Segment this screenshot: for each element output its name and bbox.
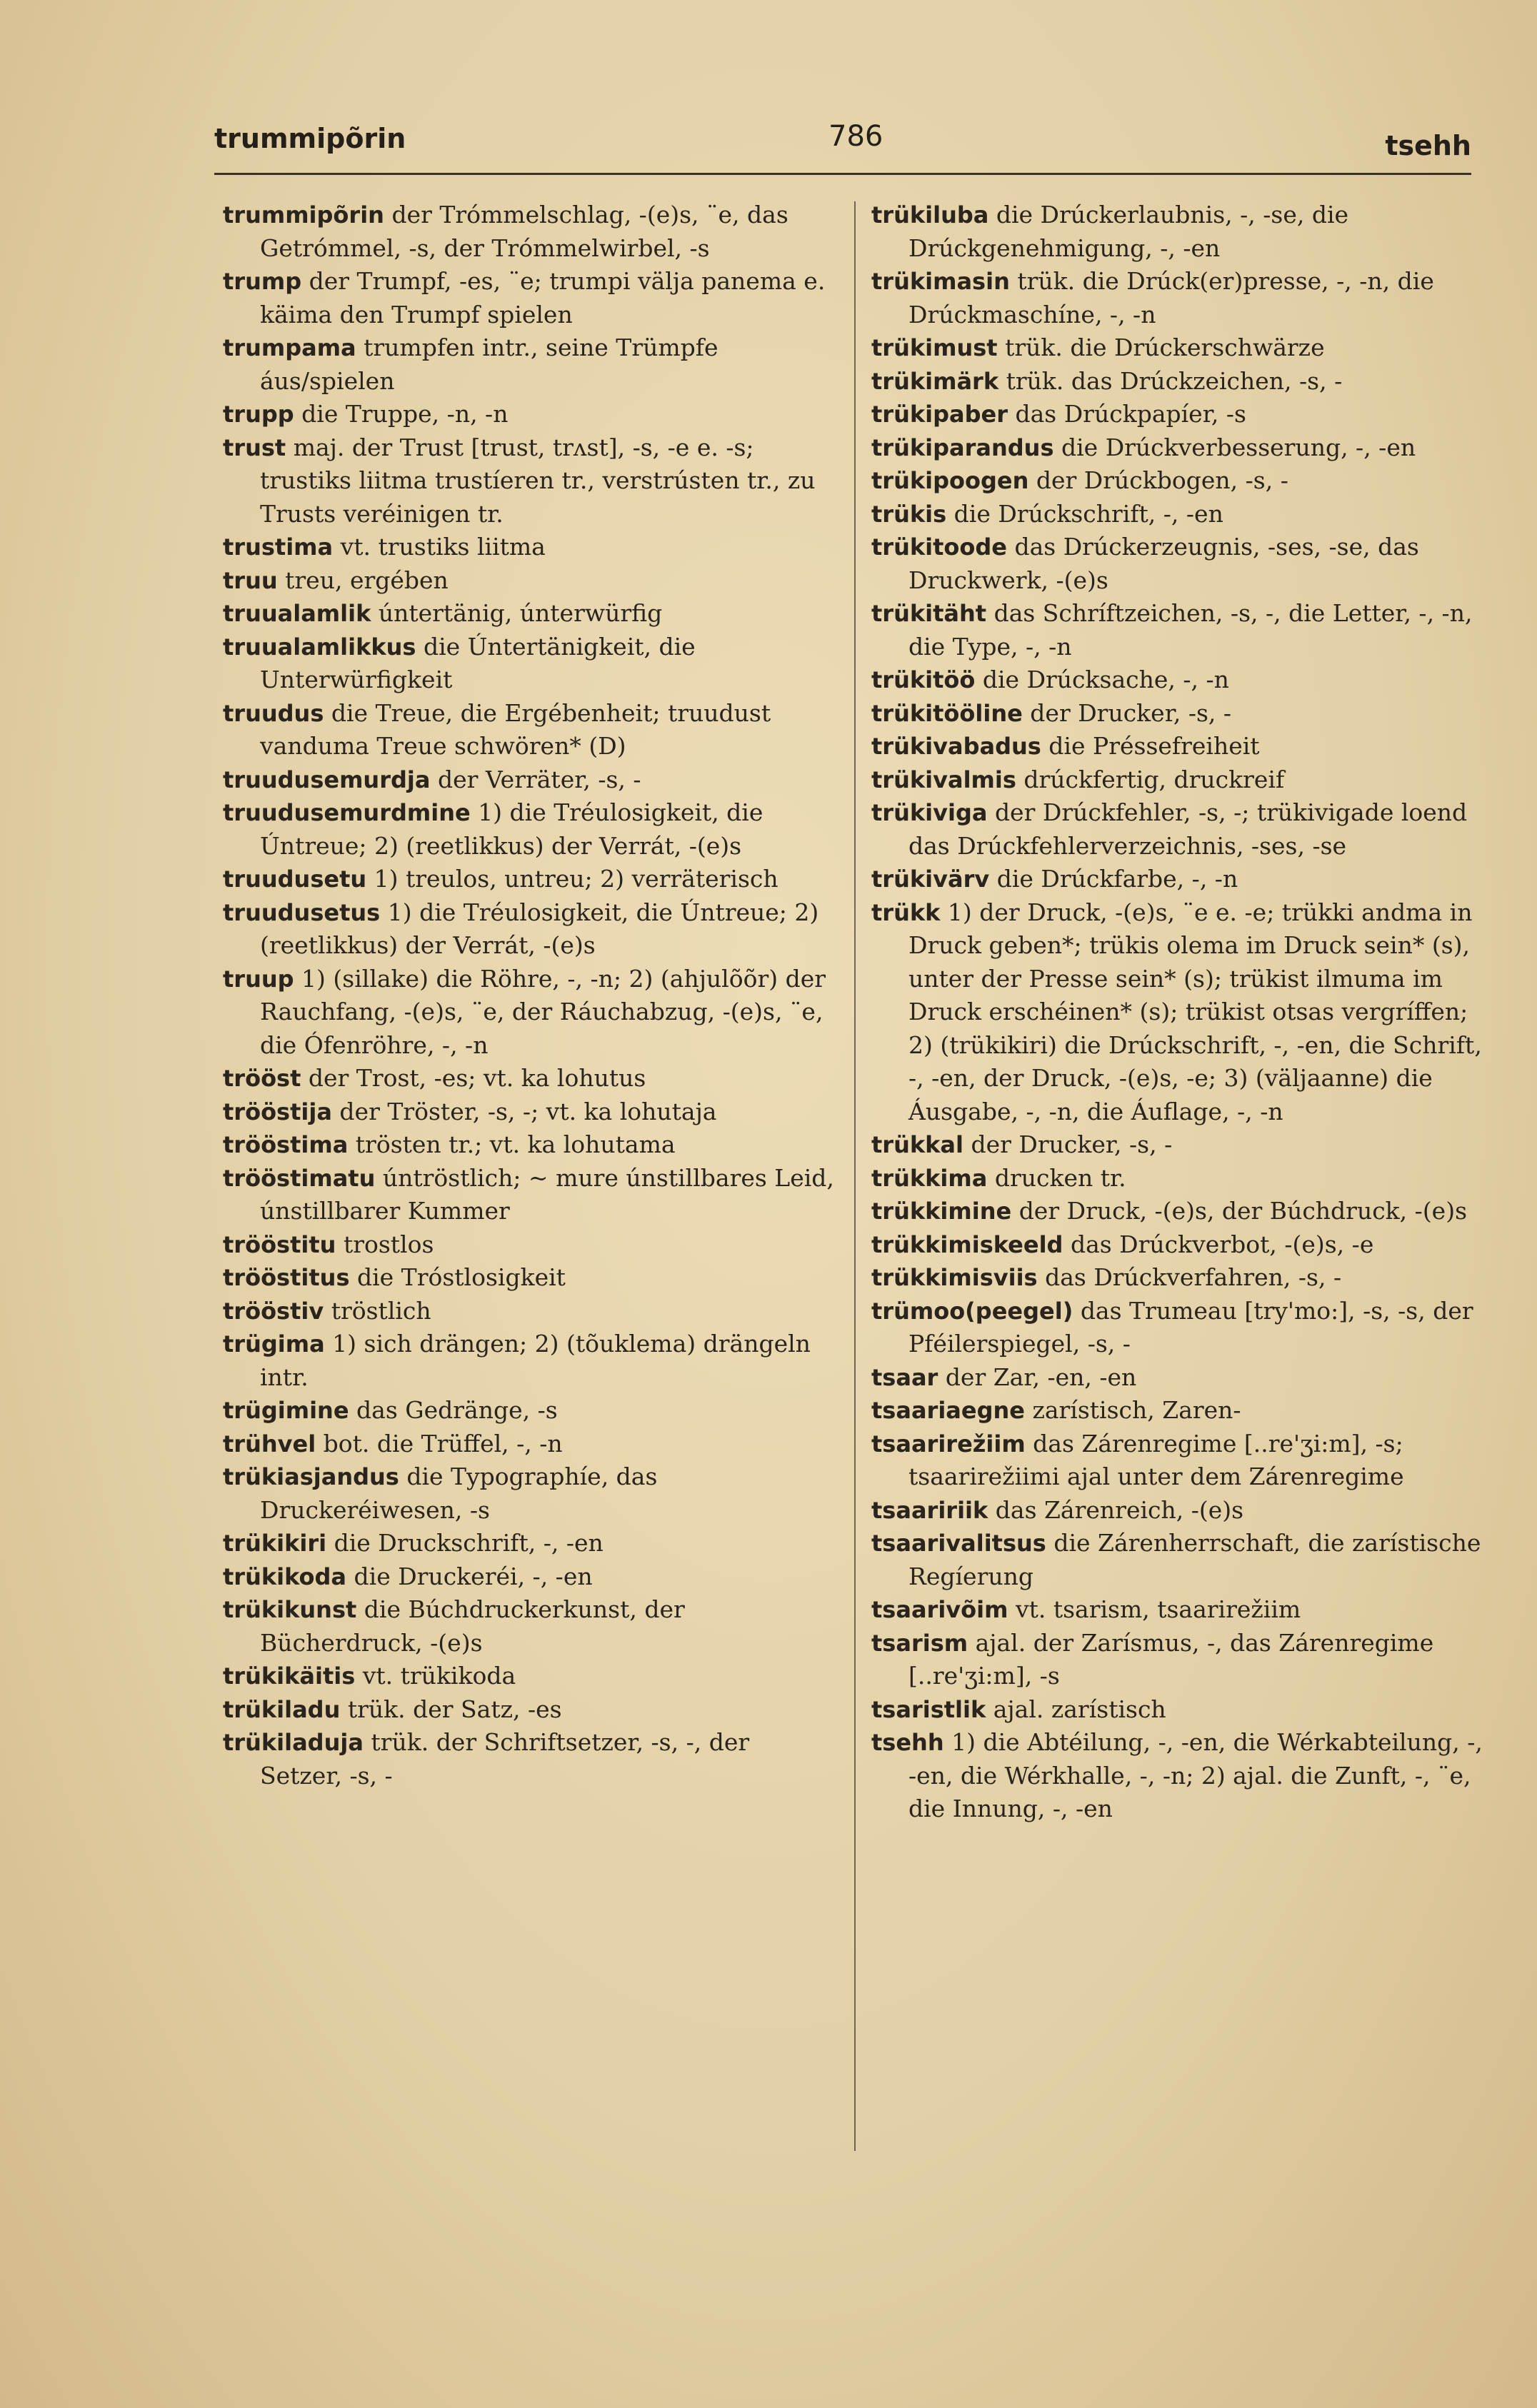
entry-headword: truu [223,566,278,594]
entry-headword: tsarism [871,1629,968,1657]
entry-definition: das Zárenreich, -(e)s [995,1495,1244,1524]
entry-definition: das Drúckpapíer, -s [1015,400,1246,428]
dictionary-entry [223,398,837,431]
entry-definition: der Tröster, -s, -; vt. ka lohutaja [339,1097,717,1125]
entry-headword: trükitöö [871,666,976,693]
entry-definition: das Trumeau [try'mo:], -s, -s, der Pféilerspiegel, -s, - [908,1296,1473,1358]
page-header [214,120,1471,175]
dictionary-entry [223,963,837,1063]
entry-headword: trump [223,268,302,295]
dictionary-entry [223,1228,837,1262]
dictionary-entry [871,1428,1486,1494]
entry-headword: truudusemurdmine [223,799,471,826]
entry-definition: 1) (sillake) die Röhre, -, -n; 2) (ahjulõõr) der Rauchfang, -(e)s, ¨e, der Ráuchabzug, -(e)s, ¨e, die Ófenröhre, -, -n [260,964,826,1059]
entry-headword: trükis [871,500,947,528]
entry-headword: trumpama [223,334,356,361]
right-guide-word: tsehh [1385,130,1471,161]
entry-definition: trük. der Schriftsetzer, -s, -, der Setzer, -s, - [260,1728,750,1790]
entry-definition: das Drúckerzeugnis, -ses, -se, das Druckwerk, -(e)s [908,533,1419,594]
dictionary-entry [871,763,1486,797]
entry-definition: der Trumpf, -es, ¨e; trumpi välja panema e. käima den Trumpf spielen [260,267,826,328]
entry-definition: tröstlich [331,1296,431,1325]
entry-headword: trükivalmis [871,766,1016,793]
dictionary-entry [223,1660,837,1693]
entry-headword: trööstitu [223,1230,336,1258]
entry-definition: die Typographíe, das Druckeréiwesen, -s [260,1463,658,1524]
dictionary-entry [871,498,1486,531]
entry-definition: trük. die Drúck(er)presse, -, -n, die Drúckmaschíne, -, -n [908,267,1434,328]
dictionary-entry [871,199,1486,265]
entry-definition: trük. die Drúckerschwärze [1005,333,1325,361]
entry-headword: trükkimisviis [871,1264,1038,1291]
entry-definition: trostlos [343,1230,434,1258]
entry-headword: trühvel [223,1430,316,1458]
dictionary-entry [871,464,1486,498]
entry-definition: trük. der Satz, -es [347,1695,562,1723]
entry-headword: trükimärk [871,367,999,395]
dictionary-entry [223,1095,837,1129]
entry-headword: trükikunst [223,1596,357,1623]
entry-headword: truudusemurdja [223,766,431,793]
entry-definition: 1) treulos, untreu; 2) verräterisch [374,865,778,893]
entry-headword: trükivärv [871,866,990,893]
entry-headword: tsaristlik [871,1695,986,1723]
entry-definition: 1) die Abtéilung, -, -en, die Wérkabteilung, -, -en, die Wérkhalle, -, -n; 2) ajal. die Zunft, -, ¨e, die Innung, -, -en [908,1728,1483,1822]
dictionary-entry [871,730,1486,763]
dictionary-entry [871,265,1486,331]
dictionary-entry [223,1062,837,1095]
entry-headword: trükitäht [871,600,987,627]
dictionary-entry [223,564,837,598]
dictionary-entry [223,199,837,265]
entry-headword: truualamlik [223,600,371,627]
dictionary-entry [223,1162,837,1228]
entry-definition: ajal. zarístisch [993,1695,1166,1723]
entry-definition: die Préssefreiheit [1048,732,1260,760]
entry-headword: trööstija [223,1098,332,1125]
entry-headword: tsehh [871,1729,944,1756]
entry-definition: die Tróstlosigkeit [356,1263,566,1291]
entry-headword: truudusetu [223,866,367,893]
dictionary-entry [871,1527,1486,1593]
entry-headword: trükikäitis [223,1662,356,1690]
entry-definition: die Druckeréi, -, -en [354,1562,593,1590]
entry-headword: trükiasjandus [223,1463,399,1490]
entry-headword: trükivabadus [871,733,1041,760]
entry-definition: der Drúckbogen, -s, - [1036,466,1288,494]
entry-headword: truudusetus [223,898,381,926]
entry-headword: tsaaririik [871,1496,988,1524]
dictionary-entry [871,597,1486,663]
dictionary-entry [871,531,1486,597]
dictionary-entry [871,431,1486,465]
entry-definition: 1) die Tréulosigkeit, die Úntreue; 2) (reetlikkus) der Verrát, -(e)s [260,898,819,959]
entry-definition: die Búchdruckerkunst, der Bücherdruck, -(e)s [260,1595,685,1657]
dictionary-entry [871,863,1486,896]
dictionary-entry [223,1593,837,1660]
entry-headword: trümoo(peegel) [871,1297,1073,1325]
entry-definition: der Drucker, -s, - [971,1130,1173,1158]
dictionary-entry [223,631,837,697]
entry-definition: die Drúckerlaubnis, -, -se, die Drúckgenehmigung, -, -en [908,201,1349,262]
entry-headword: tsaariaegne [871,1397,1025,1424]
entry-definition: bot. die Trüffel, -, -n [323,1429,563,1458]
dictionary-entry [871,1162,1486,1195]
dictionary-entry [223,1460,837,1527]
entry-definition: trumpfen intr., seine Trümpfe áus/spielen [260,333,719,395]
dictionary-entry [223,1428,837,1461]
entry-definition: die Zárenherrschaft, die zarístische Regíerung [908,1529,1481,1590]
entry-headword: trügimine [223,1397,349,1424]
entry-definition: trük. das Drúckzeichen, -s, - [1006,366,1343,395]
entry-headword: trükk [871,898,941,926]
dictionary-entry [871,1593,1486,1627]
left-column [223,199,837,1792]
entry-headword: trükkal [871,1131,963,1158]
entry-headword: truualamlikkus [223,633,416,661]
dictionary-entry [871,1494,1486,1527]
entry-definition: maj. der Trust [trust, trʌst], -s, -e e. -s; trustiks liitma trustíeren tr., verstrústen tr., zu Trusts veréinigen tr. [260,433,816,528]
entry-headword: trööstiv [223,1297,324,1325]
entry-headword: trükipaber [871,401,1008,428]
dictionary-entry [871,1726,1486,1826]
entry-definition: die Drúckverbesserung, -, -en [1061,433,1416,461]
entry-definition: 1) der Druck, -(e)s, ¨e e. -e; trükki andma in Druck geben*; trükis olema im Druck sein* (s), unter der Presse sein* (s); trükist ilmuma im Druck erschéinen* (s); trükist otsas vergríffen; 2) (trükikiri) die Drúckschrift, -, -en, die Schrift, -, -en, der Druck, -(e)s, -e; 3) (väljaanne) die Áusgabe, -, -n, die Áuflage, -, -n [908,898,1482,1125]
entry-definition: die Druckschrift, -, -en [334,1529,604,1557]
entry-headword: trükiluba [871,201,989,229]
entry-headword: trükimasin [871,268,1010,295]
entry-headword: trükiladu [223,1695,341,1723]
entry-definition: vt. trustiks liitma [340,533,546,561]
entry-headword: trükkimiskeeld [871,1230,1063,1258]
entry-headword: trükiviga [871,799,988,826]
entry-definition: das Schríftzeichen, -s, -, die Letter, -, -n, die Type, -, -n [908,599,1473,661]
dictionary-entry [223,1128,837,1162]
entry-definition: drúckfertig, druckreif [1023,765,1285,793]
dictionary-entry [871,697,1486,731]
entry-headword: trükkimine [871,1198,1012,1225]
entry-definition: das Drúckverfahren, -s, - [1045,1263,1342,1291]
dictionary-entry [223,265,837,331]
dictionary-entry [223,1261,837,1295]
dictionary-entry [871,365,1486,398]
entry-definition: die Drúckschrift, -, -en [953,499,1223,528]
entry-headword: trööstitus [223,1264,350,1291]
entry-definition: die Treue, die Ergébenheit; truudust vanduma Treue schwören* (D) [260,698,771,760]
dictionary-entry [871,1195,1486,1228]
entry-definition: zarístisch, Zaren- [1032,1396,1241,1424]
dictionary-entry [871,796,1486,863]
entry-headword: trummipõrin [223,201,384,229]
dictionary-entry [223,331,837,398]
entry-headword: trustima [223,533,334,561]
dictionary-entry [871,1394,1486,1428]
entry-definition: das Gedränge, -s [356,1396,558,1424]
dictionary-entry [223,1527,837,1560]
entry-headword: tsaarivõim [871,1596,1008,1623]
entry-definition: vt. trükikoda [362,1662,516,1690]
dictionary-entry [871,398,1486,431]
entry-headword: tsaarivalitsus [871,1530,1046,1557]
dictionary-entry [223,1295,837,1328]
dictionary-entry [871,1693,1486,1727]
entry-headword: trükikiri [223,1530,327,1557]
entry-definition: der Trost, -es; vt. ka lohutus [308,1064,646,1092]
entry-headword: tsaar [871,1363,938,1391]
entry-definition: der Trómmelschlag, -(e)s, ¨e, das Getrómmel, -s, der Trómmelwirbel, -s [260,201,788,262]
entry-definition: vt. tsarism, tsaarirežiim [1015,1595,1301,1623]
left-guide-word: trummipõrin [214,123,406,154]
dictionary-entry [871,331,1486,365]
entry-headword: trükitööline [871,699,1023,727]
dictionary-entry [223,763,837,797]
entry-definition: die Úntertänigkeit, die Unterwürfigkeit [260,632,696,693]
dictionary-entry [871,1361,1486,1395]
dictionary-entry [223,1328,837,1394]
entry-definition: der Drúckfehler, -s, -; trükivigade loend das Drúckfehlerverzeichnis, -ses, -se [908,798,1468,860]
dictionary-entry [223,1560,837,1594]
dictionary-entry [223,796,837,863]
dictionary-entry [223,531,837,564]
dictionary-entry [223,431,837,531]
entry-headword: trügima [223,1330,325,1358]
entry-definition: der Verräter, -s, - [437,765,641,793]
entry-headword: trükipoogen [871,467,1029,494]
dictionary-entry [871,896,1486,1129]
entry-definition: úntröstlich; ~ mure únstillbares Leid, únstillbarer Kummer [260,1163,834,1225]
dictionary-entry [223,1394,837,1428]
dictionary-entry [871,1261,1486,1295]
entry-headword: truudus [223,699,324,727]
entry-definition: die Drúcksache, -, -n [982,666,1229,693]
entry-definition: treu, ergében [285,566,449,594]
entry-headword: trööstima [223,1131,349,1158]
dictionary-entry [223,863,837,896]
entry-definition: der Drucker, -s, - [1030,698,1232,727]
entry-headword: trükimust [871,334,998,361]
dictionary-entry [223,896,837,963]
entry-headword: trükikoda [223,1562,347,1590]
entry-definition: das Zárenregime [..re'ʒi:m], -s; tsaarirežiimi ajal unter dem Zárenregime [908,1429,1404,1490]
entry-definition: ajal. der Zarísmus, -, das Zárenregime [..re'ʒi:m], -s [908,1628,1434,1690]
dictionary-entry [223,1693,837,1727]
entry-headword: trust [223,433,286,461]
entry-definition: 1) sich drängen; 2) (tõuklema) drängeln intr. [260,1330,811,1391]
dictionary-entry [871,1295,1486,1361]
entry-headword: tsaarirežiim [871,1430,1026,1458]
entry-headword: trükkima [871,1164,988,1192]
page-number: 786 [828,120,883,153]
entry-headword: trupp [223,401,294,428]
dictionary-entry [871,1128,1486,1162]
dictionary-entry [871,1627,1486,1693]
dictionary-entry [223,1726,837,1792]
entry-definition: drucken tr. [994,1163,1126,1192]
dictionary-entry [871,1228,1486,1262]
entry-headword: trükitoode [871,533,1007,561]
entry-definition: die Truppe, -n, -n [301,400,509,428]
dictionary-entry [223,697,837,763]
entry-definition: das Drúckverbot, -(e)s, -e [1070,1230,1374,1258]
entry-definition: der Zar, -en, -en [945,1363,1137,1391]
entry-definition: die Drúckfarbe, -, -n [996,865,1238,893]
entry-definition: trösten tr.; vt. ka lohutama [355,1130,676,1158]
entry-headword: trükiparandus [871,433,1054,461]
entry-headword: trükiladuja [223,1729,364,1756]
entry-definition: 1) die Tréulosigkeit, die Úntreue; 2) (reetlikkus) der Verrát, -(e)s [260,798,764,860]
column-divider [854,201,856,2151]
entry-headword: truup [223,965,294,993]
entry-headword: trööstimatu [223,1164,376,1192]
entry-headword: trööst [223,1065,301,1092]
right-column [871,199,1486,1826]
dictionary-entry [871,663,1486,697]
entry-definition: úntertänig, únterwürfig [378,599,663,627]
dictionary-entry [223,597,837,631]
entry-definition: der Druck, -(e)s, der Búchdruck, -(e)s [1018,1197,1468,1225]
